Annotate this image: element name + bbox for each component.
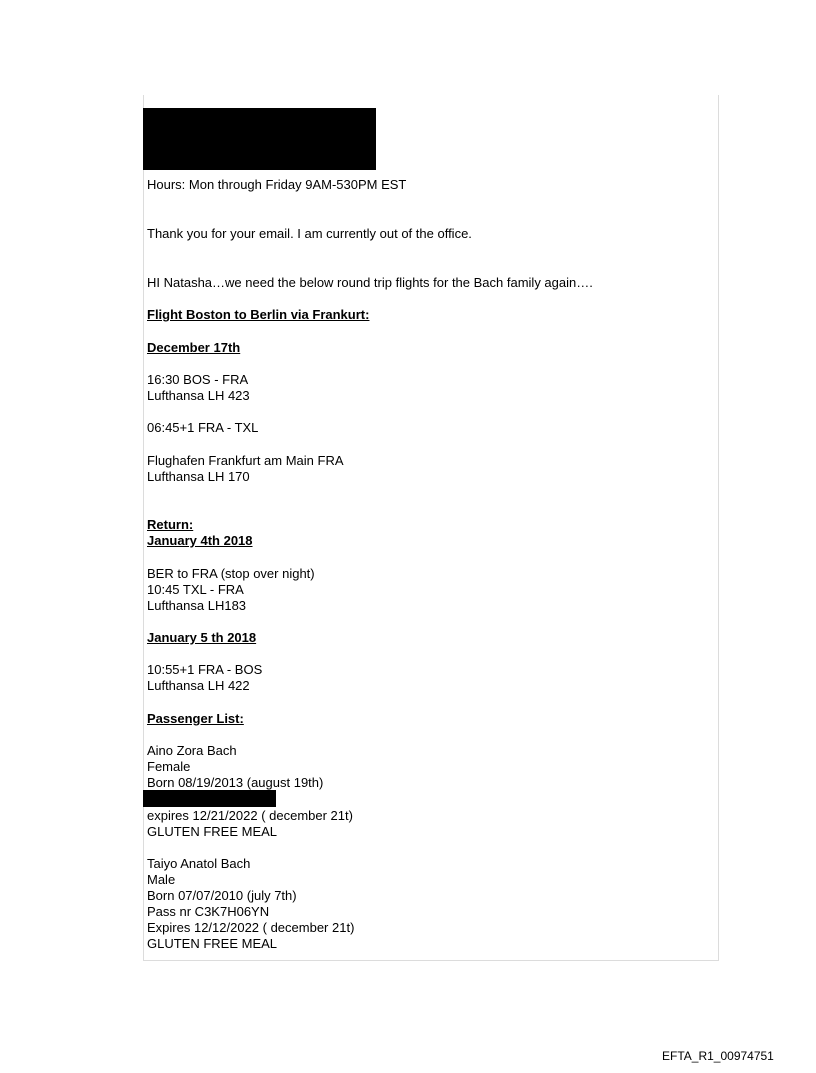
outbound-heading: Flight Boston to Berlin via Frankurt: [147, 307, 370, 322]
office-hours: Hours: Mon through Friday 9AM-530PM EST [147, 177, 407, 192]
outbound-leg1-flight: Lufthansa LH 423 [147, 388, 250, 403]
passenger-1-born: Born 08/19/2013 (august 19th) [147, 775, 324, 790]
redaction-block-passport [143, 790, 276, 807]
passenger-2-born: Born 07/07/2010 (july 7th) [147, 888, 297, 903]
passenger-1-expires: expires 12/21/2022 ( december 21t) [147, 808, 353, 823]
return-leg2-time: 10:55+1 FRA - BOS [147, 662, 263, 677]
redaction-block-header [143, 108, 376, 170]
return-leg1-flight: Lufthansa LH183 [147, 598, 247, 613]
passenger-1-name: Aino Zora Bach [147, 743, 237, 758]
return-heading: Return: [147, 517, 194, 532]
passenger-2-meal: GLUTEN FREE MEAL [147, 936, 278, 951]
passenger-2-passport: Pass nr C3K7H06YN [147, 904, 270, 919]
outbound-leg2-time: 06:45+1 FRA - TXL [147, 420, 259, 435]
outbound-leg1-time: 16:30 BOS - FRA [147, 372, 249, 387]
outbound-leg2-flight: Lufthansa LH 170 [147, 469, 250, 484]
passenger-2-name: Taiyo Anatol Bach [147, 856, 251, 871]
return-leg2-flight: Lufthansa LH 422 [147, 678, 250, 693]
return-leg1-time: 10:45 TXL - FRA [147, 582, 244, 597]
passenger-1-sex: Female [147, 759, 191, 774]
outbound-date: December 17th [147, 340, 241, 355]
return-date-2: January 5 th 2018 [147, 630, 257, 645]
greeting-text: HI Natasha…we need the below round trip flights for the Bach family again…. [147, 275, 593, 290]
passenger-list-heading: Passenger List: [147, 711, 244, 726]
document-id-footer: EFTA_R1_00974751 [662, 1049, 774, 1063]
return-date-1: January 4th 2018 [147, 533, 253, 548]
passenger-2-expires: Expires 12/12/2022 ( december 21t) [147, 920, 355, 935]
passenger-2-sex: Male [147, 872, 176, 887]
out-of-office-message: Thank you for your email. I am currently out of the office. [147, 226, 472, 241]
outbound-leg2-airport: Flughafen Frankfurt am Main FRA [147, 453, 344, 468]
passenger-1-meal: GLUTEN FREE MEAL [147, 824, 278, 839]
return-note: BER to FRA (stop over night) [147, 566, 315, 581]
